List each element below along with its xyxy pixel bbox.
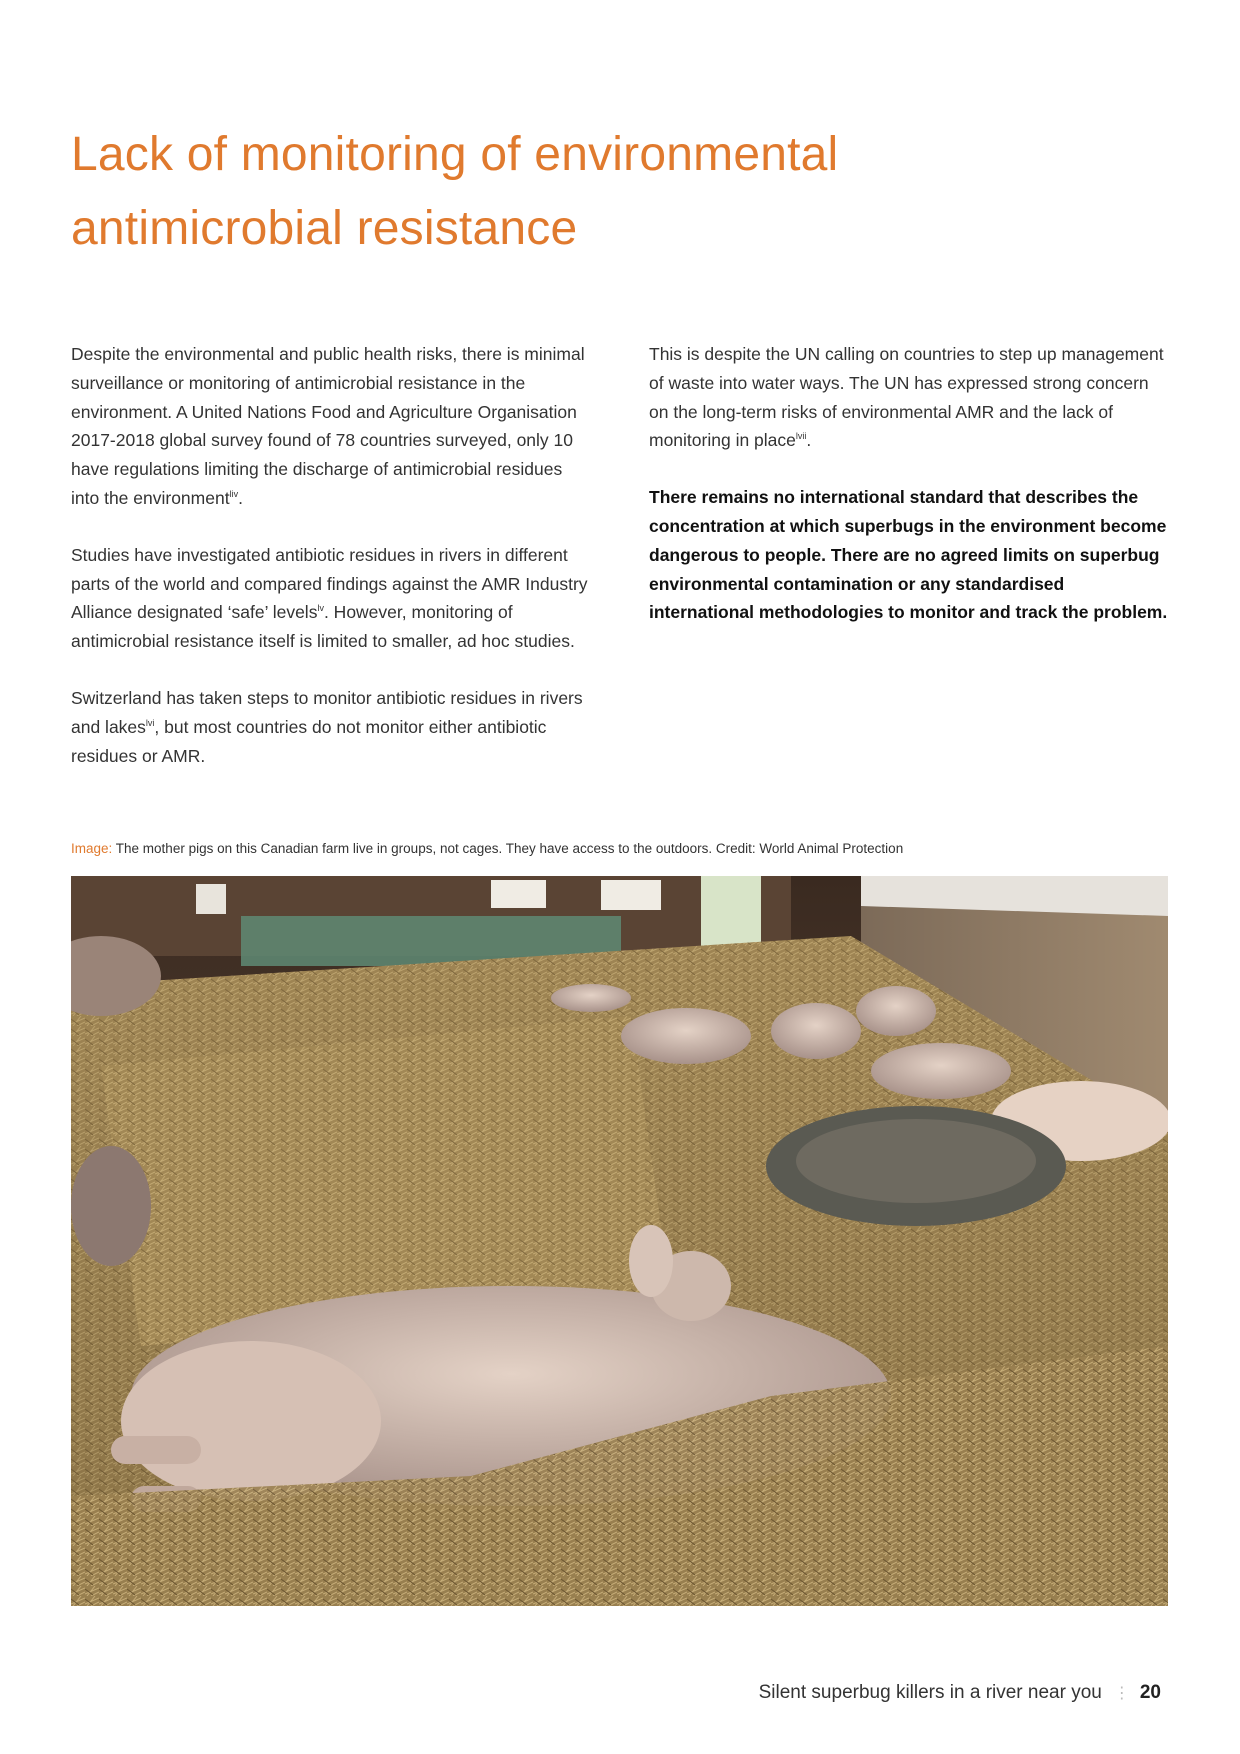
left-column <box>71 340 591 798</box>
image-caption <box>71 841 903 856</box>
title-line-1: Lack of monitoring of environmental <box>71 128 839 181</box>
paragraph-un-concern: This is despite the UN calling on countries to step up management of waste into water ways. The UN has expressed strong concern on the long-term risks of environmental AMR and the lack of monitoring in place$^{lvii}$. <box>649 344 1164 451</box>
footnote-ref[interactable]: liv <box>229 489 239 500</box>
footnote-ref[interactable]: lv <box>317 603 324 614</box>
pig-barn-photo <box>71 876 1168 1606</box>
page-number: 20 <box>1139 1682 1161 1703</box>
paragraph-no-standard: There remains no international standard that describes the concentration at which superbugs in the environment become dangerous to people. There are no agreed limits on superbug environmental contamination or any standardised international methodologies to monitor and track the problem. <box>649 487 1168 623</box>
footer-separator: ⋮ <box>1113 1685 1128 1702</box>
caption-label: Image: <box>71 841 113 856</box>
page-title <box>71 118 971 266</box>
footnote-ref[interactable]: lvii <box>795 431 807 442</box>
photo-illustration <box>71 876 1168 1606</box>
footer-doc-title: Silent superbug killers in a river near you <box>758 1682 1102 1703</box>
right-column <box>649 340 1169 655</box>
page-footer <box>759 1682 1161 1704</box>
paragraph-river-studies: Studies have investigated antibiotic residues in rivers in different parts of the world and compared findings against the AMR Industry Alliance designated ‘safe’ levels$^{lv}$. However, monitoring of antimicrobial resistance itself is limited to smaller, ad hoc studies. <box>71 544 588 652</box>
paragraph-switzerland: Switzerland has taken steps to monitor antibiotic residues in rivers and lakes$^{lvi}$, but most countries do not monitor either antibiotic residues or AMR. <box>71 687 583 766</box>
title-line-2: antimicrobial resistance <box>71 202 578 255</box>
footnote-ref[interactable]: lvi <box>145 717 155 728</box>
caption-text: The mother pigs on this Canadian farm live in groups, not cages. They have access to the outdoors. Credit: World Animal Protection <box>112 841 904 856</box>
paragraph-fao-survey: Despite the environmental and public health risks, there is minimal surveillance or monitoring of antimicrobial resistance in the environment. A United Nations Food and Agriculture Organisation 2017-2018 global survey found of 78 countries surveyed, only 10 have regulations limiting the discharge of antimicrobial residues into the environment$^{liv}$. <box>71 344 585 508</box>
